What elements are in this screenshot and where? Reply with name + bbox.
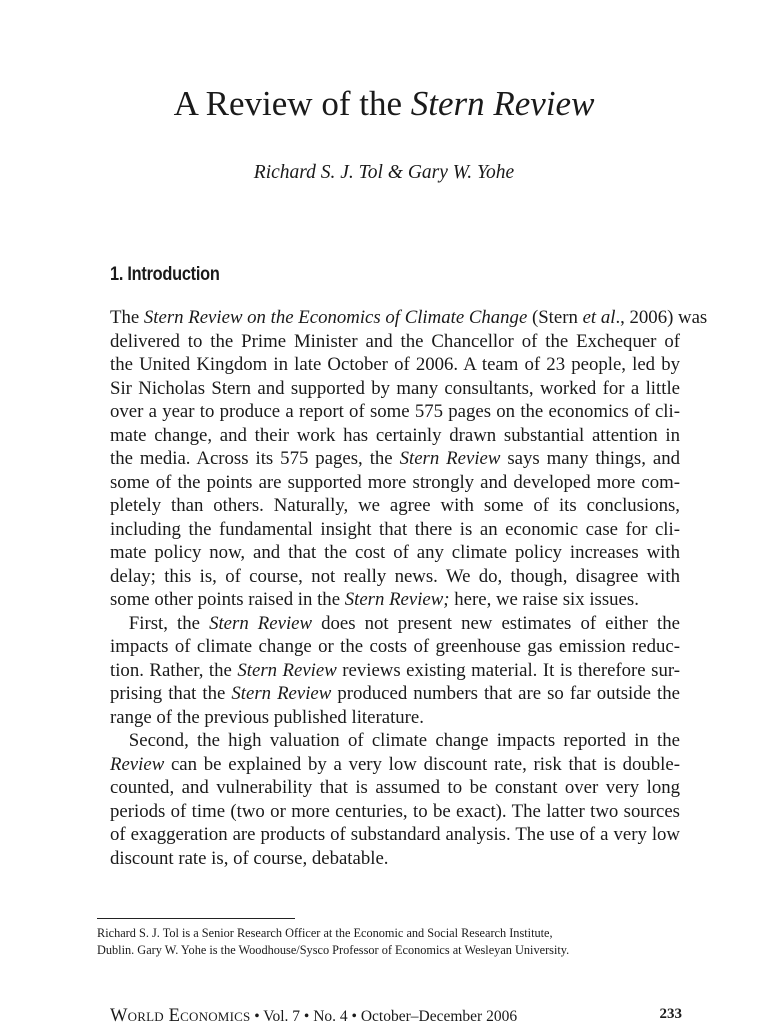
text-run: some of the points are supported more strongly and developed more com- — [110, 471, 680, 493]
text-run: reviews existing material. It is therefore sur- — [336, 659, 680, 681]
text-line — [110, 353, 680, 377]
text-run: says many things, and — [500, 448, 680, 469]
text-run: delivered to the Prime Minister and the Chancellor of the Exchequer of — [110, 330, 680, 352]
footnote — [97, 925, 677, 959]
text-line — [110, 588, 680, 612]
text-run: including the fundamental insight that there is an economic case for cli- — [110, 518, 680, 540]
text-line — [110, 729, 680, 753]
text-run: Sir Nicholas Stern and supported by many consultants, worked for a little — [110, 377, 680, 399]
text-line — [110, 753, 680, 777]
title-italic: Stern Review — [410, 84, 595, 123]
text-line — [110, 659, 680, 683]
text-line — [110, 447, 680, 471]
text-run: tion. Rather, the — [110, 659, 238, 681]
text-line — [110, 541, 680, 565]
text-run: mate policy now, and that the cost of any climate policy increases with — [110, 542, 680, 563]
text-run: the United Kingdom in late October of 2006. A team of 23 people, led by — [110, 354, 680, 375]
journal-name: World Economics — [110, 1006, 251, 1026]
text-run: periods of time (two or more centuries, to be exact). The latter two sources — [110, 800, 680, 822]
text-run: delay; this is, of course, not really news. We do, though, disagree with — [110, 565, 680, 587]
text-line — [110, 800, 680, 824]
page-number: 233 — [659, 1006, 682, 1022]
text-run: The — [110, 307, 144, 328]
text-run: can be explained by a very low discount rate, risk that is double- — [164, 753, 680, 775]
text-run: mate change, and their work has certainly drawn substantial attention in — [110, 424, 680, 446]
italic-run: Stern Review; — [344, 589, 450, 610]
footnote-line: Richard S. J. Tol is a Senior Research Officer at the Economic and Social Research Institute, — [97, 926, 553, 940]
text-line — [110, 635, 680, 659]
text-run: counted, and vulnerability that is assumed to be constant over very long — [110, 777, 680, 798]
italic-run: Stern Review — [209, 612, 313, 634]
text-line — [110, 400, 680, 424]
text-run: (Stern — [527, 307, 583, 328]
italic-run: Stern Review on the Economics of Climate Change — [143, 307, 528, 328]
text-run: does not present new estimates of either the — [312, 612, 680, 634]
text-run: First, the — [110, 612, 210, 634]
text-line — [110, 776, 680, 800]
title-plain: A Review of the — [173, 84, 411, 123]
text-run: the media. Across its 575 pages, the — [110, 448, 400, 469]
footnote-divider — [97, 918, 295, 919]
text-line — [110, 471, 680, 495]
article-title — [0, 82, 768, 126]
text-run: ., 2006) was — [615, 307, 708, 328]
text-run: Second, the high valuation of climate change impacts reported in the — [110, 730, 680, 751]
text-line — [110, 847, 680, 871]
text-run: of exaggeration are products of substandard analysis. The use of a very low — [110, 824, 680, 845]
text-run: some other points raised in the — [110, 589, 345, 610]
section-heading: 1. Introduction — [110, 264, 220, 285]
text-run: discount rate is, of course, debatable. — [110, 847, 389, 869]
text-run: prising that the — [110, 683, 232, 704]
text-line — [110, 565, 680, 589]
issue-info: • Vol. 7 • No. 4 • October–December 2006 — [250, 1008, 518, 1025]
text-run: produced numbers that are so far outside the — [331, 683, 680, 704]
text-line — [110, 682, 680, 706]
text-run: impacts of climate change or the costs of greenhouse gas emission reduc- — [110, 636, 680, 657]
text-line — [110, 518, 680, 542]
text-line — [110, 377, 680, 401]
text-run: range of the previous published literature. — [110, 706, 424, 728]
text-line — [110, 306, 708, 330]
italic-run: Stern Review — [399, 448, 501, 469]
text-run: here, we raise six issues. — [449, 589, 639, 610]
text-line — [110, 706, 680, 730]
text-run: pletely than others. Naturally, we agree with some of its conclusions, — [110, 495, 680, 516]
footnote-line: Dublin. Gary W. Yohe is the Woodhouse/Sysco Professor of Economics at Wesleyan University. — [97, 943, 570, 957]
authors: Richard S. J. Tol & Gary W. Yohe — [253, 162, 515, 183]
text-line — [110, 494, 680, 518]
italic-run: et al — [582, 307, 616, 328]
text-line — [110, 424, 680, 448]
italic-run: Stern Review — [231, 683, 332, 704]
italic-run: Review — [110, 753, 165, 775]
text-run: over a year to produce a report of some 575 pages on the economics of cli- — [110, 401, 680, 422]
body-text — [110, 306, 708, 870]
text-line — [110, 330, 680, 354]
italic-run: Stern Review — [237, 659, 337, 681]
text-line — [110, 823, 680, 847]
text-line — [110, 612, 680, 636]
